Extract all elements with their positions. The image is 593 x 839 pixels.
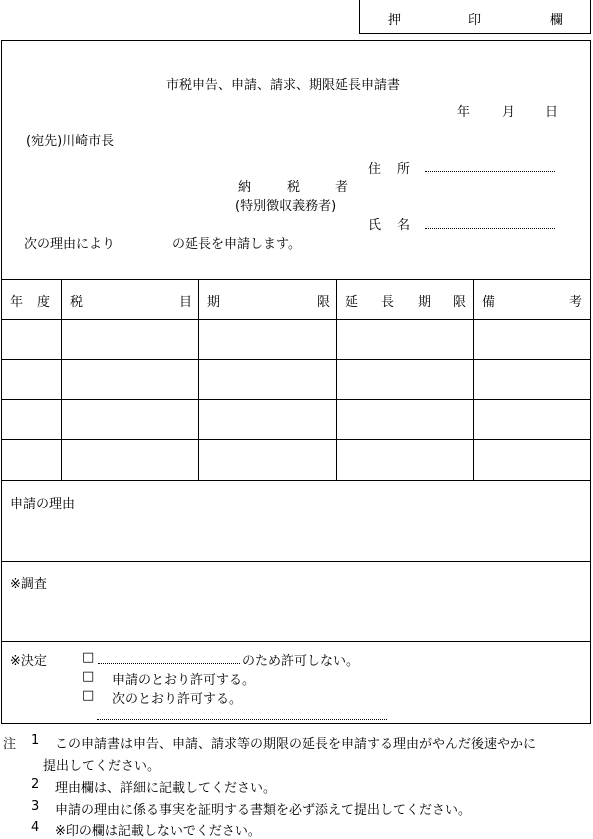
taxpayer-char-3: 者 [335,180,349,195]
taxpayer-char-1: 納 [238,180,252,195]
note-1-line-a: この申請書は申告、申請、請求等の期限の延長を申請する理由がやんだ後速やかに [55,737,537,752]
note-1-num: 1 [31,733,40,748]
reason-text-2: の延長を申請します。 [172,237,301,252]
notes-prefix: 注 [3,737,17,752]
note-1-line-b: 提出してください。 [43,759,161,774]
decision-option-3: 次のとおり許可する。 [112,692,243,707]
note-2-num: 2 [31,777,40,792]
decision-detail-field[interactable] [97,719,387,720]
header-taxitem-a: 税 [70,295,84,310]
date-month: 月 [502,105,516,120]
header-remarks-b: 考 [569,295,583,310]
investigation-label: ※調査 [10,577,47,592]
form-title: 市税申告、申請、請求、期限延長申請書 [166,78,401,93]
seal-label-1: 押 [388,13,402,28]
header-extended-c: 期 [418,295,432,310]
decision-reason-field[interactable] [98,663,240,664]
table-row-line [2,359,590,360]
decision-checkbox-1[interactable]: □ [82,650,95,665]
table-top-line [2,279,590,280]
reason-section-label: 申請の理由 [10,497,76,512]
note-4-num: 4 [31,820,40,835]
decision-label: ※決定 [10,654,47,669]
reason-text-1: 次の理由により [24,237,116,252]
decision-option-2: 申請のとおり許可する。 [112,673,256,688]
decision-checkbox-2[interactable]: □ [82,669,95,684]
note-2: 理由欄は、詳細に記載してください。 [55,781,277,796]
header-deadline-b: 限 [317,295,331,310]
decision-checkbox-3[interactable]: □ [82,688,95,703]
header-year-a: 年 [10,295,24,310]
address-field[interactable] [425,171,555,172]
address-label-1: 住 [368,162,382,177]
decision-option-1: のため許可しない。 [242,654,360,669]
investigation-line [2,641,590,642]
seal-label-2: 印 [468,13,482,28]
header-extended-d: 限 [453,295,467,310]
application-form [1,40,591,724]
header-remarks-a: 備 [482,295,496,310]
name-field[interactable] [425,228,555,229]
header-deadline-a: 期 [207,295,221,310]
note-3-num: 3 [31,799,40,814]
header-extended-b: 長 [381,295,395,310]
addressee: (宛先)川崎市長 [26,134,115,149]
taxpayer-char-2: 税 [287,180,301,195]
seal-box [359,0,591,34]
header-extended-a: 延 [345,295,359,310]
table-col-divider [473,279,474,480]
note-3: 申請の理由に係る事実を証明する書類を必ず添えて提出してください。 [55,803,472,818]
reason-section-line [2,561,590,562]
table-row-line [2,399,590,400]
date-day: 日 [545,105,559,120]
taxpayer-subtitle: (特別徴収義務者) [235,199,337,214]
table-row-line [2,439,590,440]
address-label-2: 所 [397,162,411,177]
table-col-divider [198,279,199,480]
seal-label-3: 欄 [550,13,564,28]
name-label-2: 名 [397,218,411,233]
date-year: 年 [457,105,471,120]
table-col-divider [336,279,337,480]
name-label-1: 氏 [368,218,382,233]
table-bottom-line [2,480,590,481]
table-header-line [2,319,590,320]
header-year-b: 度 [37,295,51,310]
header-taxitem-b: 目 [179,295,193,310]
table-col-divider [61,279,62,480]
note-4: ※印の欄は記載しないでください。 [55,824,261,839]
